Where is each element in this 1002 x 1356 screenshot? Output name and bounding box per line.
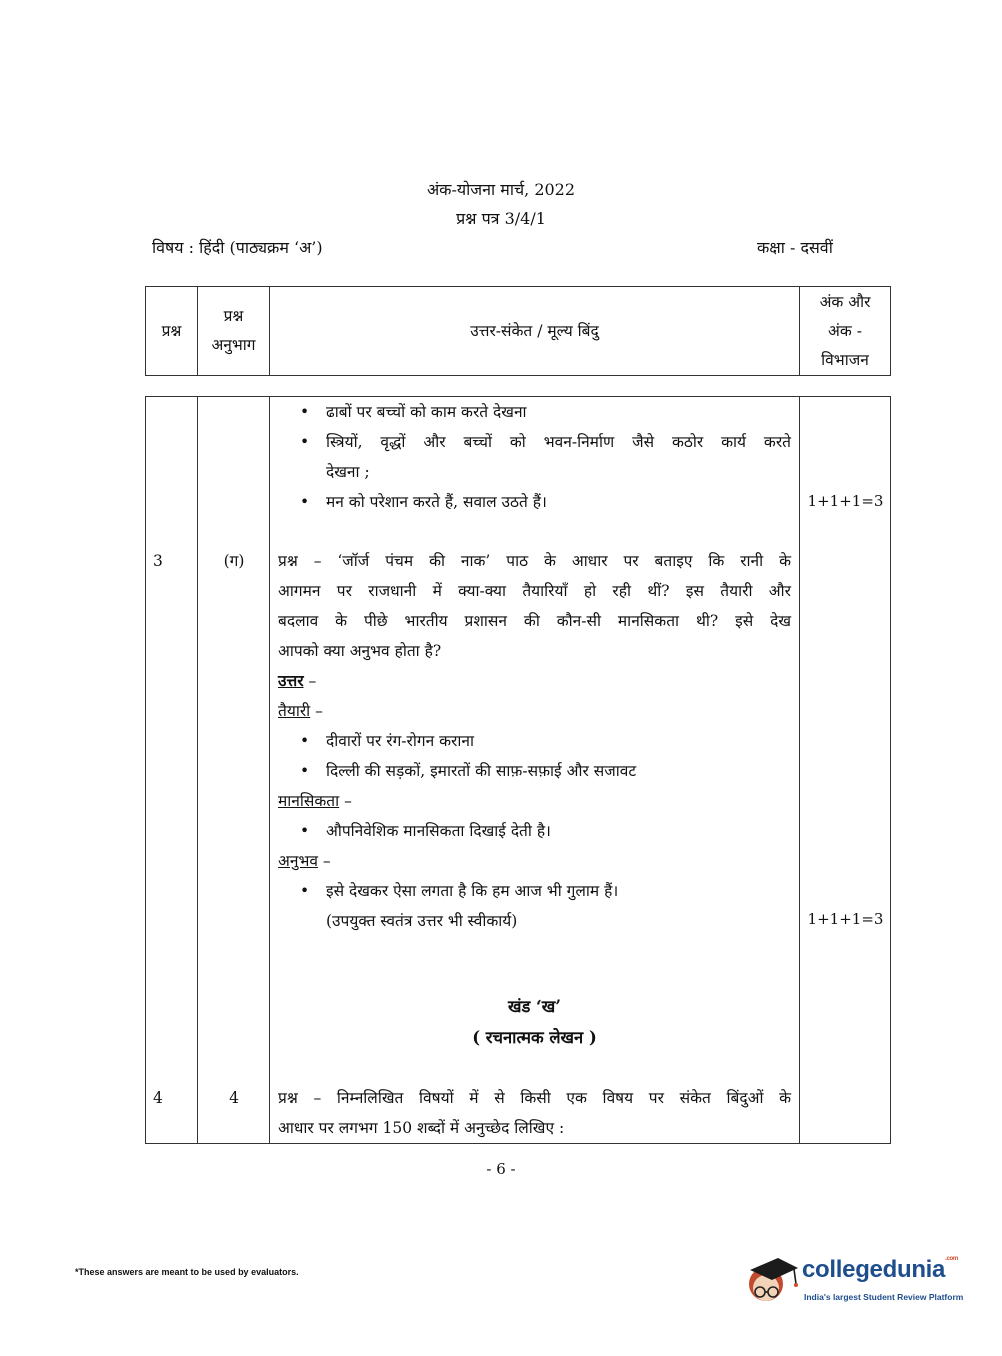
q3-text-line: बदलाव के पीछे भारतीय प्रशासन की कौन-सी मानसिकता थी? इसे देख (278, 612, 791, 630)
list-item: • स्त्रियों, वृद्धों और बच्चों को भवन-निर्माण जैसे कठोर कार्य करते (300, 427, 791, 457)
q3-part: (ग) (223, 552, 245, 570)
header-section-line2: अनुभाग (211, 336, 256, 354)
q4-text-line: आधार पर लगभग 150 शब्दों में अनुच्छेद लिखिए : (278, 1119, 565, 1137)
experience-heading: अनुभव – (278, 852, 331, 870)
bullet-icon: • (300, 822, 310, 840)
header-answer-hints: उत्तर-संकेत / मूल्य बिंदु (270, 287, 800, 376)
list-item: • औपनिवेशिक मानसिकता दिखाई देती है। (300, 816, 791, 846)
header-section-line1: प्रश्न (223, 307, 244, 325)
mindset-heading: मानसिकता – (278, 792, 352, 810)
list-item: • दीवारों पर रंग-रोगन कराना (300, 726, 791, 756)
subject-label: विषय : हिंदी (पाठ्यक्रम ‘अ’) (152, 238, 323, 257)
marks-value: 1+1+1=3 (807, 492, 884, 510)
bullet-icon: • (300, 493, 310, 511)
list-item: • ढाबों पर बच्चों को काम करते देखना (300, 397, 791, 427)
answer-table (145, 396, 891, 1144)
header-section (198, 287, 270, 376)
header-question: प्रश्न (146, 287, 198, 376)
list-item: • मन को परेशान करते हैं, सवाल उठते हैं। (300, 487, 791, 517)
section-title: खंड ‘ख’ (507, 997, 562, 1016)
q4-part: 4 (229, 1089, 239, 1107)
footer-note: *These answers are meant to be used by evaluators. (75, 1267, 299, 1277)
note-text: (उपयुक्त स्वतंत्र उत्तर भी स्वीकार्य) (326, 912, 518, 930)
list-item: • दिल्ली की सड़कों, इमारतों की साफ़-सफ़ाई और सजावट (300, 756, 791, 786)
logo-tagline: India's largest Student Review Platform (804, 1292, 964, 1302)
header-table (145, 286, 891, 376)
bullet-icon: • (300, 732, 310, 750)
page-number: - 6 - (486, 1160, 516, 1178)
q3-number: 3 (153, 552, 163, 570)
header-marks-line2: अंक - (828, 321, 862, 340)
graduate-mascot-icon (742, 1250, 802, 1314)
answer-heading: उत्तर – (278, 671, 317, 690)
logo-wordmark: collegedunia$^{.com}$ (802, 1256, 958, 1283)
question-number-column (146, 397, 198, 1144)
list-item: • इसे देखकर ऐसा लगता है कि हम आज भी गुलाम हैं। (300, 876, 791, 906)
bullet-icon: • (300, 882, 310, 900)
q4-text-line: प्रश्न – निम्नलिखित विषयों में से किसी एक विषय पर संकेत बिंदुओं के (278, 1089, 791, 1107)
section-subtitle: ( रचनात्मक लेखन ) (472, 1028, 597, 1047)
document-title: अंक-योजना मार्च, 2022 (426, 180, 576, 199)
marks-value: 1+1+1=3 (807, 910, 884, 928)
q4-number: 4 (153, 1089, 163, 1107)
header-marks (800, 287, 891, 376)
answer-column (270, 397, 800, 1144)
brand-logo (742, 1250, 972, 1314)
q3-text-line: आपको क्या अनुभव होता है? (278, 642, 442, 660)
question-part-column (198, 397, 270, 1144)
header-marks-line3: विभाजन (821, 350, 869, 369)
q3-text-line: आगमन पर राजधानी में क्या-क्या तैयारियाँ हो रही थीं? इस तैयारी और (278, 582, 791, 600)
header-marks-line1: अंक और (819, 292, 871, 311)
class-label: कक्षा - दसवीं (757, 238, 833, 257)
bullet-icon: • (300, 762, 310, 780)
preparation-heading: तैयारी – (278, 702, 323, 720)
list-item-continuation: देखना ; (326, 463, 370, 481)
q3-text-line: प्रश्न – ‘जॉर्ज पंचम की नाक’ पाठ के आधार पर बताइए कि रानी के (278, 552, 791, 570)
bullet-icon: • (300, 433, 310, 451)
bullet-icon: • (300, 403, 310, 421)
paper-code: प्रश्न पत्र 3/4/1 (456, 209, 546, 228)
marks-column (800, 397, 891, 1144)
